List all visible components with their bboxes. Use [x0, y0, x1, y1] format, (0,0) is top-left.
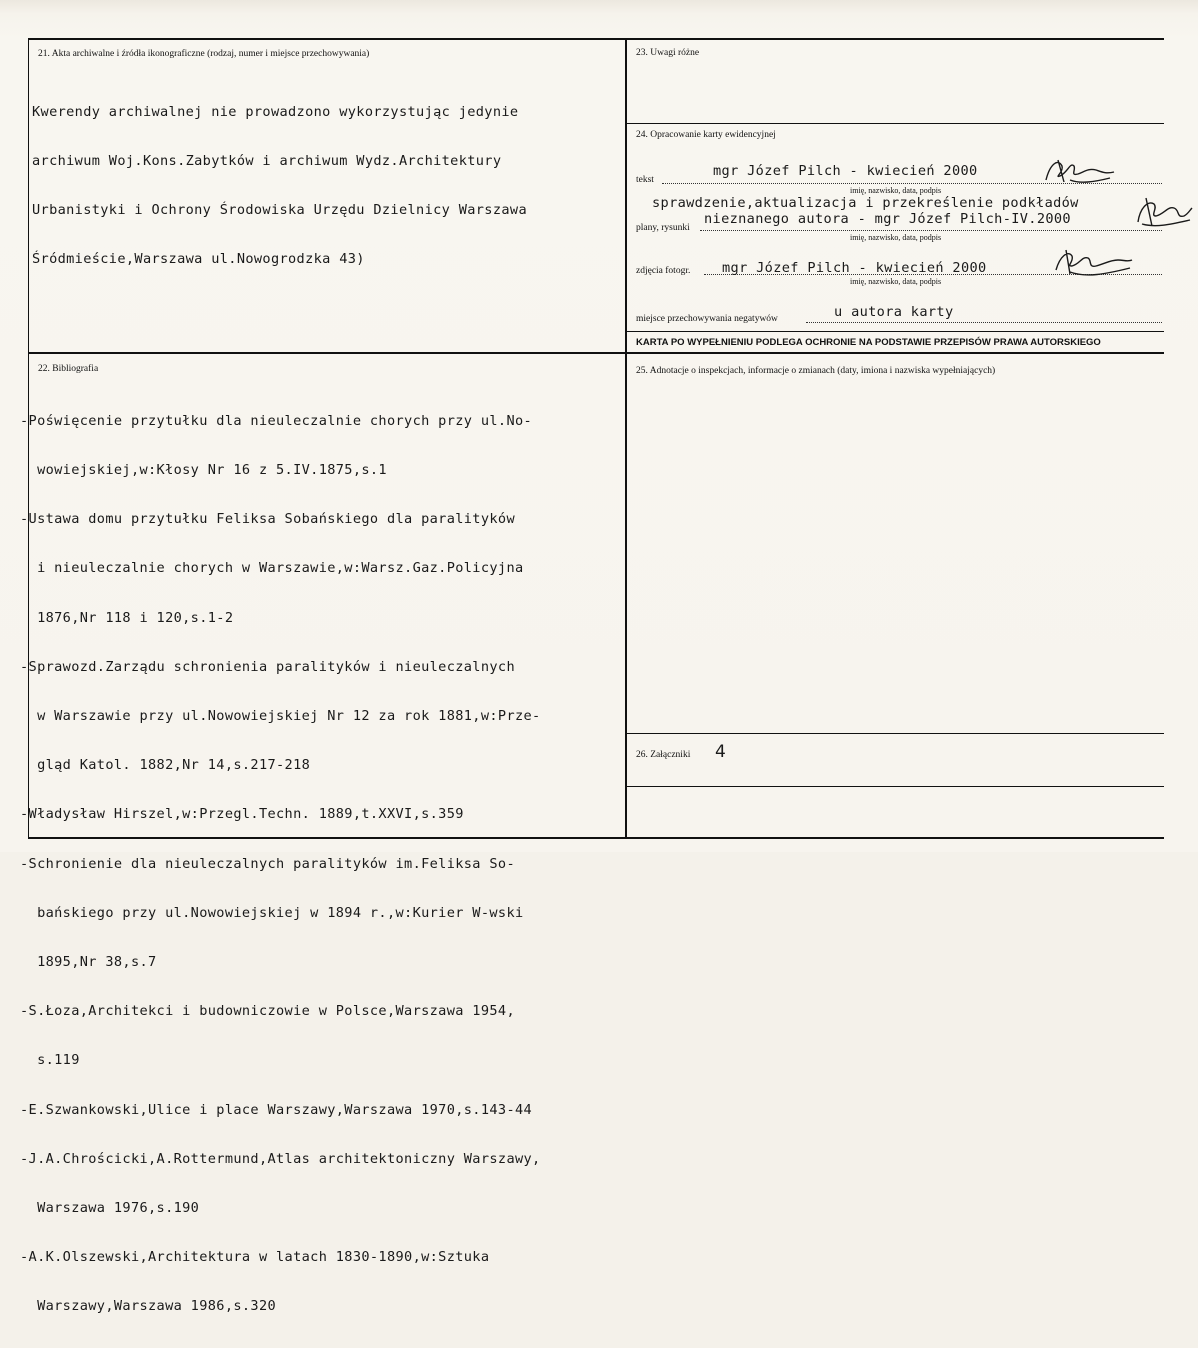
tekst-label: tekst — [636, 175, 654, 185]
bibliography-line: Warszawa 1976,s.190 — [20, 1200, 200, 1217]
rule-copyright-top — [626, 331, 1164, 332]
miejsce-label: miejsce przechowywania negatywów — [636, 314, 778, 324]
bibliography-line: -E.Szwankowski,Ulice i place Warszawy,Warszawa 1970,s.143-44 — [20, 1101, 533, 1118]
bibliography-line: gląd Katol. 1882,Nr 14,s.217-218 — [20, 757, 311, 774]
section-21-line: Urbanistyki i Ochrony Środowiska Urzędu Dzielnicy Warszawa — [32, 202, 527, 219]
signature-3-icon — [1050, 246, 1136, 280]
bibliography-line: -A.K.Olszewski,Architektura w latach 1830-1890,w:Sztuka — [20, 1249, 490, 1266]
plany-label: plany, rysunki — [636, 223, 690, 233]
top-rule — [28, 38, 1164, 40]
attachments-count: 4 — [715, 742, 726, 762]
section-21-line: Śródmieście,Warszawa ul.Nowogrodzka 43) — [32, 251, 365, 268]
bibliography-line: s.119 — [20, 1052, 80, 1069]
rule-23-24 — [626, 123, 1164, 124]
bibliography-list — [20, 380, 541, 1348]
tekst-sub-caption: imię, nazwisko, data, podpis — [850, 186, 942, 195]
tekst-value: mgr Józef Pilch - kwiecień 2000 — [713, 163, 978, 179]
bibliography-line: bańskiego przy ul.Nowowiejskiej w 1894 r.,w:Kurier W-wski — [20, 904, 524, 921]
section-22-label: 22. Bibliografia — [38, 364, 99, 374]
signature-2-icon — [1132, 194, 1194, 230]
miejsce-value: u autora karty — [834, 304, 954, 320]
zdjecia-sub-caption: imię, nazwisko, data, podpis — [850, 277, 942, 286]
signature-1-icon — [1040, 154, 1122, 188]
section-24-label: 24. Opracowanie karty ewidencyjnej — [636, 130, 776, 140]
rule-25-26 — [626, 733, 1164, 734]
plany-value-line2: nieznanego autora - mgr Józef Pilch-IV.2000 — [704, 211, 1071, 227]
plany-dotted-line — [700, 230, 1162, 231]
zdjecia-value: mgr Józef Pilch - kwiecień 2000 — [722, 260, 987, 276]
bibliography-line: -Sprawozd.Zarządu schronienia paralityków i nieuleczalnych — [20, 658, 515, 675]
plany-value-line1: sprawdzenie,aktualizacja i przekreślenie podkładów — [652, 195, 1079, 211]
bibliography-line: -Poświęcenie przytułku dla nieuleczalnie chorych przy ul.No- — [20, 412, 533, 429]
bibliography-line: -J.A.Chrościcki,A.Rottermund,Atlas architektoniczny Warszawy, — [20, 1150, 541, 1167]
bibliography-line: 1895,Nr 38,s.7 — [20, 954, 157, 971]
section-21-text — [32, 71, 527, 301]
bibliography-line: -Władysław Hirszel,w:Przegl.Techn. 1889,t.XXVI,s.359 — [20, 806, 464, 823]
section-21-line: Kwerendy archiwalnej nie prowadzono wykorzystując jedynie — [32, 103, 519, 120]
section-25-label: 25. Adnotacje o inspekcjach, informacje o zmianach (daty, imiona i nazwiska wypełniających) — [636, 366, 996, 376]
rule-26-bottom — [626, 786, 1164, 787]
section-26-label: 26. Załączniki — [636, 750, 691, 760]
middle-rule — [28, 352, 1164, 354]
section-21-label: 21. Akta archiwalne i źródła ikonograficzne (rodzaj, numer i miejsce przechowywania) — [38, 49, 370, 59]
bibliography-line: Warszawy,Warszawa 1986,s.320 — [20, 1298, 277, 1315]
bibliography-line: w Warszawie przy ul.Nowowiejskiej Nr 12 za rok 1881,w:Prze- — [20, 708, 541, 725]
section-21-line: archiwum Woj.Kons.Zabytków i archiwum Wydz.Architektury — [32, 153, 502, 170]
section-23-label: 23. Uwagi różne — [636, 48, 700, 58]
miejsce-dotted-line — [806, 322, 1162, 323]
zdjecia-label: zdjęcia fotogr. — [636, 266, 691, 276]
plany-sub-caption: imię, nazwisko, data, podpis — [850, 233, 942, 242]
column-divider — [625, 38, 627, 839]
bibliography-line: -Ustawa domu przytułku Feliksa Sobańskiego dla paralityków — [20, 511, 515, 528]
bibliography-line: -S.Łoza,Architekci i budowniczowie w Polsce,Warszawa 1954, — [20, 1003, 515, 1020]
copyright-notice: KARTA PO WYPEŁNIENIU PODLEGA OCHRONIE NA PODSTAWIE PRZEPISÓW PRAWA AUTORSKIEGO — [636, 337, 1101, 348]
bibliography-line: wowiejskiej,w:Kłosy Nr 16 z 5.IV.1875,s.1 — [20, 462, 387, 479]
bibliography-line: i nieuleczalnie chorych w Warszawie,w:Warsz.Gaz.Policyjna — [20, 560, 524, 577]
bibliography-line: -Schronienie dla nieuleczalnych paralityków im.Feliksa So- — [20, 855, 515, 872]
bibliography-line: 1876,Nr 118 i 120,s.1-2 — [20, 609, 234, 626]
